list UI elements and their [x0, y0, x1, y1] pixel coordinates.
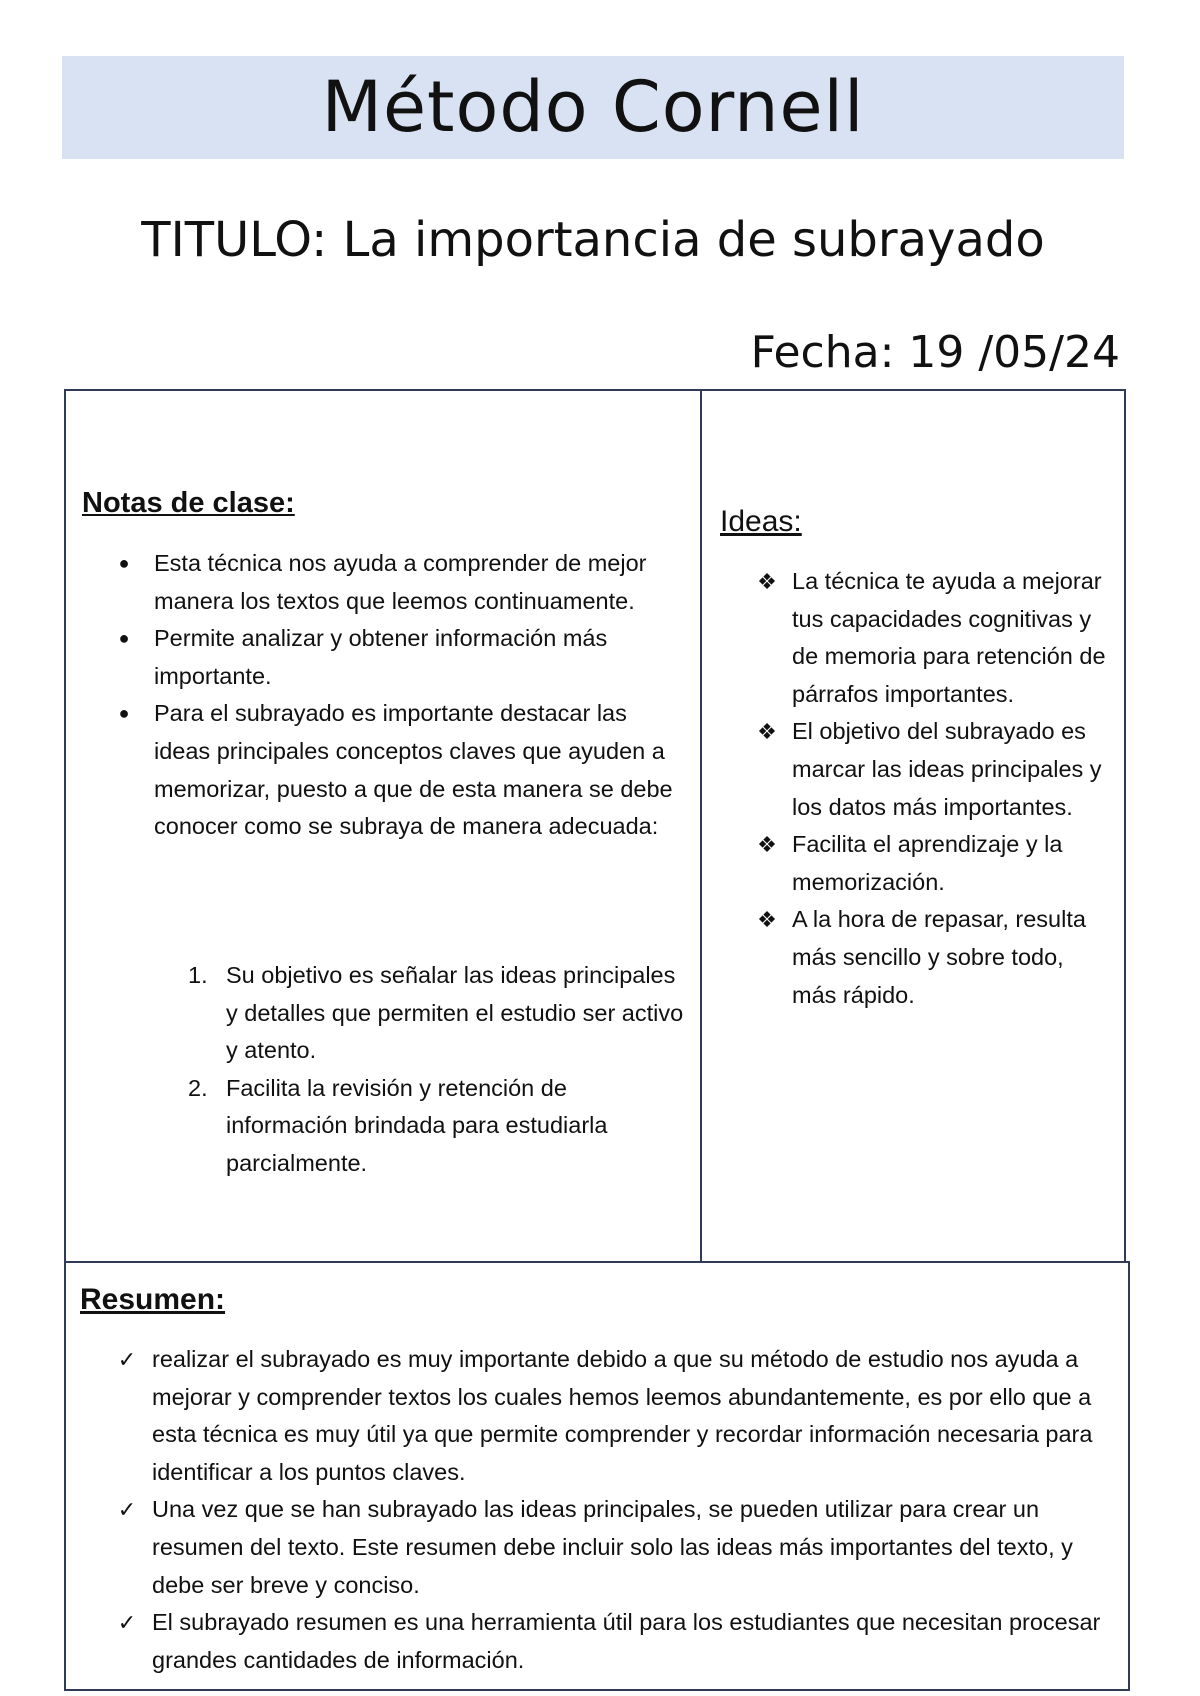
list-item	[188, 1070, 684, 1183]
summary-panel	[64, 1261, 1130, 1691]
list-item	[757, 563, 1112, 713]
diamond-bullet-icon: ❖	[757, 719, 777, 745]
check-icon: ✓	[117, 1347, 137, 1372]
list-item	[117, 1604, 1112, 1679]
date-label: Fecha: 19 /05/24	[750, 327, 1120, 378]
diamond-bullet-icon: ❖	[757, 569, 777, 594]
list-item-text: Facilita la revisión y retención de información brindada para estudiarla parcialmente.	[226, 1074, 608, 1176]
list-item	[757, 901, 1112, 1014]
document-subtitle: TITULO: La importancia de subrayado	[141, 212, 1045, 268]
list-item	[118, 695, 684, 845]
summary-heading: Resumen:	[80, 1283, 226, 1316]
class-notes-panel	[64, 389, 702, 1263]
list-item	[117, 1341, 1112, 1491]
list-item	[117, 1491, 1112, 1604]
bullet-icon: ●	[118, 553, 130, 573]
bullet-icon: ●	[118, 628, 130, 649]
list-item-text: La técnica te ayuda a mejorar tus capacidades cognitivas y de memoria para retención de párrafos importantes.	[792, 568, 1106, 707]
list-item-text: El subrayado resumen es una herramienta útil para los estudiantes que necesitan procesar grandes cantidades de información.	[152, 1609, 1101, 1673]
number-marker: 1.	[188, 962, 208, 988]
list-item-text: Esta técnica nos ayuda a comprender de mejor manera los textos que leemos continuamente.	[154, 550, 647, 614]
list-item-text: El objetivo del subrayado es marcar las ideas principales y los datos más importantes.	[792, 718, 1102, 820]
list-item	[118, 545, 684, 620]
list-item-text: Una vez que se han subrayado las ideas principales, se pueden utilizar para crear un resumen del texto. Este resumen debe incluir solo las ideas más importantes del texto, y debe ser breve y conciso.	[152, 1496, 1073, 1598]
list-item-text: A la hora de repasar, resulta más sencillo y sobre todo, más rápido.	[792, 906, 1086, 1008]
summary-list	[117, 1341, 1112, 1679]
list-item-text: Facilita el aprendizaje y la memorización.	[792, 831, 1063, 895]
page-title: Método Cornell	[321, 66, 865, 148]
notes-heading: Notas de clase:	[82, 487, 295, 519]
list-item	[118, 620, 684, 695]
notes-numbered-list	[188, 957, 684, 1183]
ideas-panel	[700, 389, 1126, 1263]
list-item	[757, 826, 1112, 901]
bullet-icon: ●	[118, 703, 130, 724]
notes-bullet-list	[118, 545, 684, 846]
diamond-bullet-icon: ❖	[757, 907, 777, 933]
number-marker: 2.	[188, 1074, 208, 1101]
ideas-list	[757, 563, 1112, 1014]
check-icon: ✓	[117, 1497, 137, 1523]
list-item-text: Permite analizar y obtener información más importante.	[154, 625, 608, 689]
list-item-text: realizar el subrayado es muy importante debido a que su método de estudio nos ayuda a mejorar y comprender textos los cuales hemos leemos abundantemente, es por ello que a esta técnica es muy útil ya que permite comprender y recordar información necesaria para identificar a los puntos claves.	[152, 1346, 1093, 1485]
list-item	[188, 957, 684, 1070]
ideas-heading: Ideas:	[720, 505, 802, 538]
title-banner	[62, 56, 1124, 159]
list-item-text: Para el subrayado es importante destacar las ideas principales conceptos claves que ayuden a memorizar, puesto a que de esta manera se debe conocer como se subraya de manera adecuada:	[154, 700, 673, 840]
list-item	[757, 713, 1112, 826]
check-icon: ✓	[117, 1610, 137, 1636]
list-item-text: Su objetivo es señalar las ideas principales y detalles que permiten el estudio ser activo y atento.	[226, 962, 684, 1064]
diamond-bullet-icon: ❖	[757, 832, 777, 858]
